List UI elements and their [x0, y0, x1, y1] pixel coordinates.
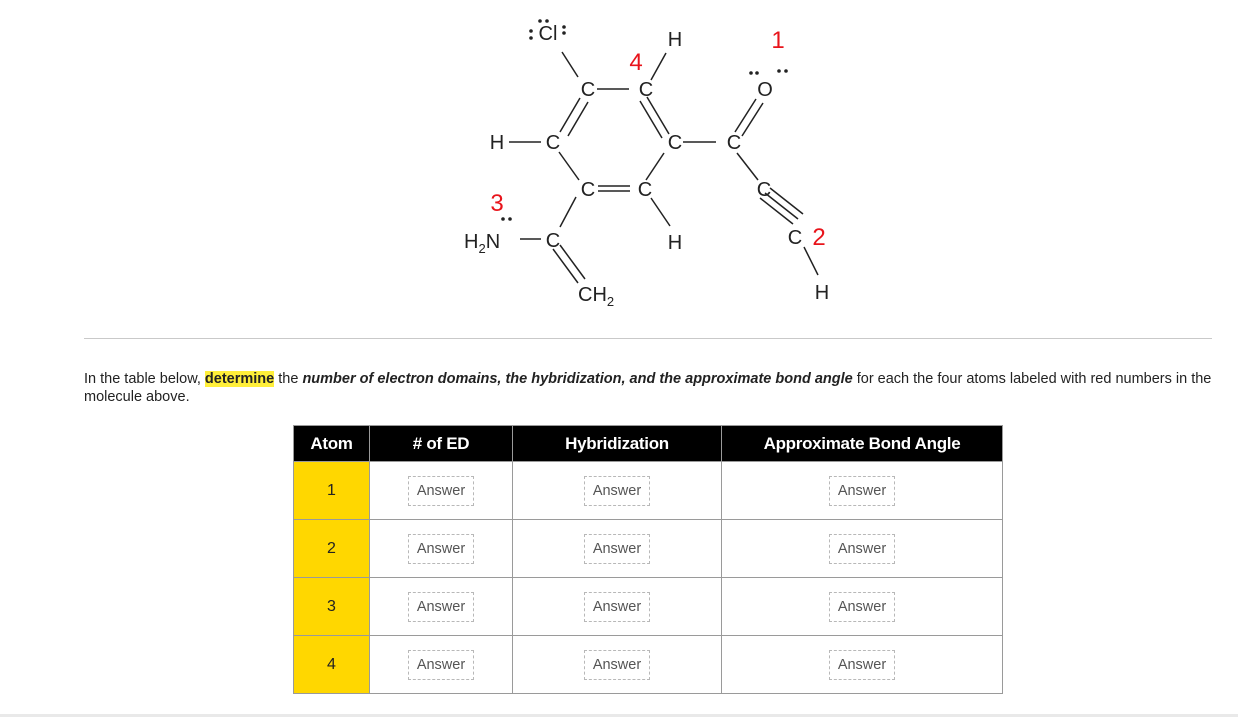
table-row [294, 636, 1003, 694]
table-row [294, 520, 1003, 578]
atom-carbon: C [545, 230, 561, 252]
angle-cell [722, 578, 1003, 636]
atom-carbon: C [756, 179, 772, 201]
methylene-group: $CH_2$ [578, 284, 615, 309]
atom-hydrogen: H [489, 132, 505, 154]
angle-cell [722, 462, 1003, 520]
instructions-part: In the table below, [84, 371, 205, 387]
table-header-row [294, 426, 1003, 462]
atom-carbon: C [667, 132, 683, 154]
answer-angle-field[interactable]: Answer [829, 476, 895, 506]
atom-hydrogen: H [667, 232, 683, 254]
molecule-diagram [0, 0, 1238, 330]
answer-hybridization-field[interactable]: Answer [584, 476, 650, 506]
atom-carbon: C [726, 132, 742, 154]
instructions-text [84, 370, 1219, 406]
answer-hybridization-field[interactable]: Answer [584, 592, 650, 622]
hyb-cell [513, 520, 722, 578]
red-label-2: 2 [812, 224, 826, 251]
red-label-1: 1 [771, 27, 785, 54]
answer-ed-field[interactable]: Answer [408, 650, 474, 680]
hyb-cell [513, 636, 722, 694]
atom-carbon: C [637, 179, 653, 201]
red-label-3: 3 [490, 190, 504, 217]
instructions-part: the [274, 371, 303, 387]
answer-table [293, 425, 1003, 694]
atom-carbon: C [638, 79, 654, 101]
ed-cell [370, 636, 513, 694]
answer-ed-field[interactable]: Answer [408, 534, 474, 564]
hyb-cell [513, 462, 722, 520]
ed-cell [370, 578, 513, 636]
atom-hydrogen: H [814, 282, 830, 304]
atom-number: 2 [294, 520, 370, 578]
instructions-part: for each the four atoms labeled with red numbers in the molecule above. [84, 371, 1212, 405]
atom-carbon: C [545, 132, 561, 154]
header-hybridization: Hybridization [513, 426, 722, 462]
atom-number: 3 [294, 578, 370, 636]
header-atom: Atom [294, 426, 370, 462]
atom-carbon: C [580, 179, 596, 201]
amine-group: $H_2N$ [464, 231, 501, 256]
hyb-cell [513, 578, 722, 636]
answer-hybridization-field[interactable]: Answer [584, 534, 650, 564]
atom-number: 4 [294, 636, 370, 694]
atom-carbon: C [787, 227, 803, 249]
answer-angle-field[interactable]: Answer [829, 650, 895, 680]
emphasized-text: number of electron domains, the hybridization, and the approximate bond angle [302, 371, 853, 387]
atom-carbon: C [580, 79, 596, 101]
ed-cell [370, 520, 513, 578]
answer-hybridization-field[interactable]: Answer [584, 650, 650, 680]
atom-oxygen: O [757, 79, 773, 101]
table-row [294, 578, 1003, 636]
answer-angle-field[interactable]: Answer [829, 592, 895, 622]
angle-cell [722, 520, 1003, 578]
answer-ed-field[interactable]: Answer [408, 476, 474, 506]
angle-cell [722, 636, 1003, 694]
red-label-4: 4 [629, 49, 643, 76]
header-ed: # of ED [370, 426, 513, 462]
highlighted-word: determine [204, 371, 275, 387]
answer-ed-field[interactable]: Answer [408, 592, 474, 622]
atom-hydrogen: H [667, 29, 683, 51]
atom-chlorine: Cl [538, 23, 558, 45]
header-bond-angle: Approximate Bond Angle [722, 426, 1003, 462]
table-row [294, 462, 1003, 520]
atom-number: 1 [294, 462, 370, 520]
divider [84, 338, 1212, 339]
ed-cell [370, 462, 513, 520]
answer-angle-field[interactable]: Answer [829, 534, 895, 564]
